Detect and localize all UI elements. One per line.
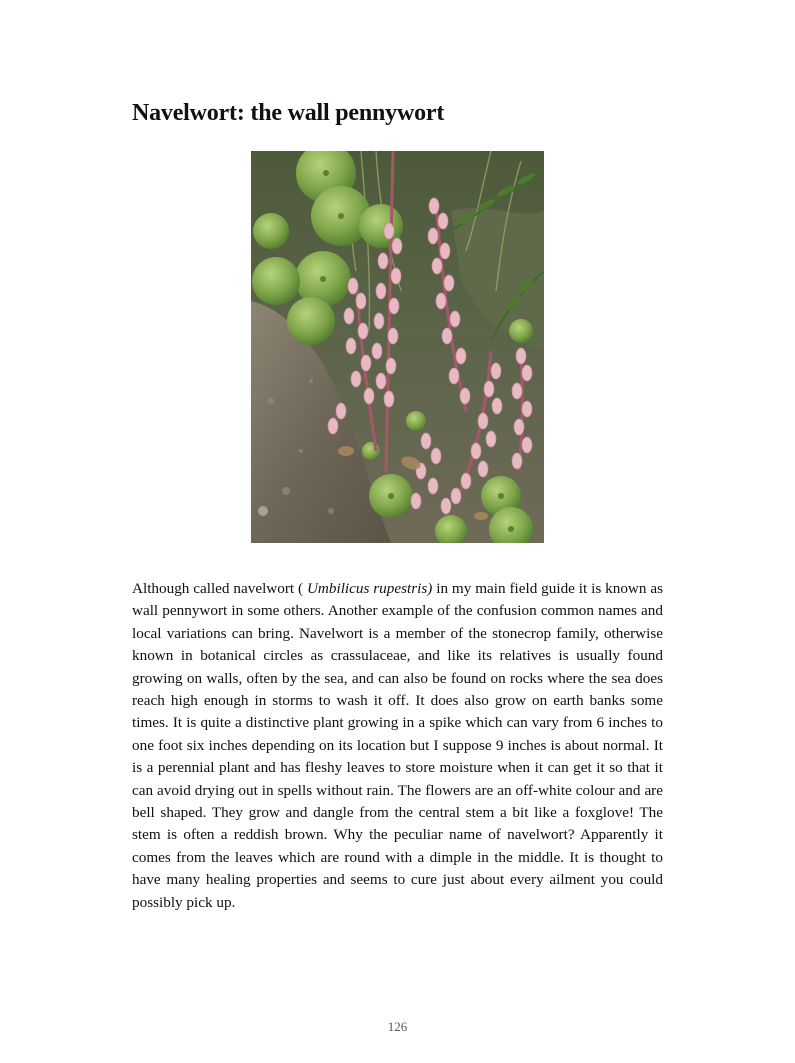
body-text-main: in my main field guide it is known as wall pennywort in some others. Another example of the confusion common names and local variations can bring. Navelwort is a member of the stonecrop family, otherwise known in botanical circles as crassulaceae, and like its relatives is usually found growing on walls, often by the sea, and can also be found on rocks where the sea does reach high enough in storms to wash it off. It does also grow on earth banks some times. It is quite a distinctive plant growing in a spike which can vary from 6 inches to one foot six inches depending on its location but I suppose 9 inches is about normal. It is a perennial plant and has fleshy leaves to store moisture when it can get it so that it can avoid drying out in spells without rain. The flowers are an off-white colour and are bell shaped. They grow and dangle from the central stem a bit like a foxglove! The stem is often a reddish brown. Why the peculiar name of navelwort? Apparently it comes from the leaves which are round with a dimple in the middle. It is thought to have many healing properties and seems to cure just about every ailment you could possibly pick up.: [132, 580, 664, 911]
latin-name: Umbilicus rupestris): [306, 580, 433, 597]
page-title: Navelwort: the wall pennywort: [132, 100, 445, 126]
navelwort-photo: [251, 151, 544, 543]
body-text-intro: Although called navelwort (: [132, 580, 307, 597]
body-paragraph: [132, 578, 663, 914]
page-number: 126: [387, 1019, 408, 1034]
